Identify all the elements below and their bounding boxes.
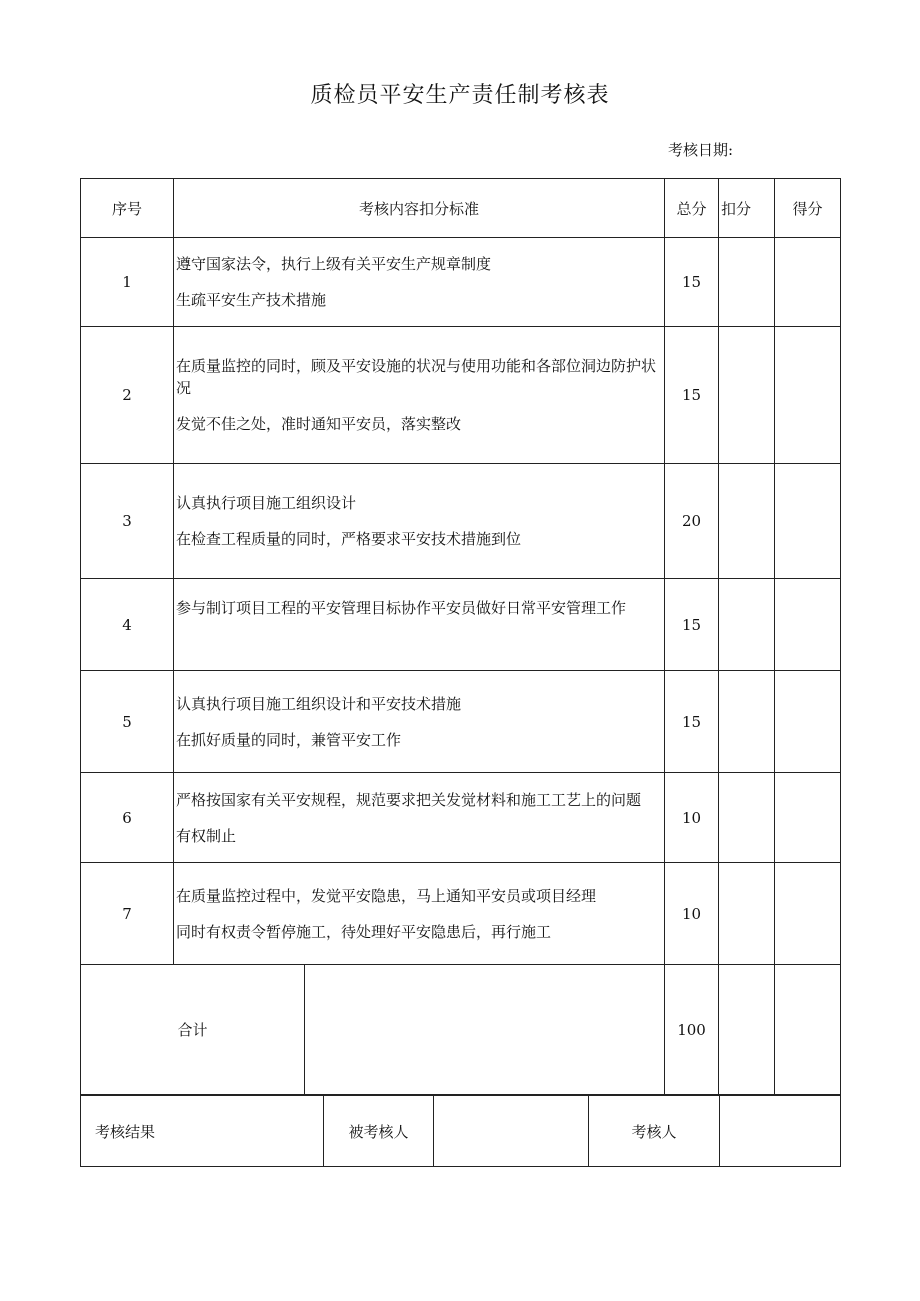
header-row xyxy=(81,179,841,238)
header-content: 考核内容扣分标准 xyxy=(174,179,665,238)
content-line: 参与制订项目工程的平安管理目标协作平安员做好日常平安管理工作 xyxy=(176,599,627,617)
sum-label: 合计 xyxy=(81,965,305,1095)
table-row xyxy=(81,327,841,464)
header-deduct: 扣分 xyxy=(719,179,775,238)
row-seq: 2 xyxy=(81,327,174,464)
row-content xyxy=(174,773,665,863)
row-seq: 6 xyxy=(81,773,174,863)
row-deduct-cell[interactable] xyxy=(719,579,775,671)
row-seq: 5 xyxy=(81,671,174,773)
row-score-cell[interactable] xyxy=(775,327,841,464)
content-line: 在质量监控的同时，顾及平安设施的状况与使用功能和各部位洞边防护状况 xyxy=(176,357,657,397)
table-row xyxy=(81,579,841,671)
assessee-field[interactable] xyxy=(434,1096,589,1167)
sum-row xyxy=(81,965,841,1095)
row-deduct-cell[interactable] xyxy=(719,863,775,965)
row-deduct-cell[interactable] xyxy=(719,464,775,579)
table-row xyxy=(81,238,841,327)
row-seq: 7 xyxy=(81,863,174,965)
row-score-cell[interactable] xyxy=(775,671,841,773)
row-score-cell[interactable] xyxy=(775,464,841,579)
sum-score-cell[interactable] xyxy=(775,965,841,1095)
row-total: 10 xyxy=(665,863,719,965)
row-deduct-cell[interactable] xyxy=(719,773,775,863)
content-line: 严格按国家有关平安规程，规范要求把关发觉材料和施工工艺上的问题 xyxy=(176,790,642,809)
row-content xyxy=(174,238,665,327)
header-score: 得分 xyxy=(775,179,841,238)
table-row xyxy=(81,671,841,773)
row-seq: 3 xyxy=(81,464,174,579)
assessor-field[interactable] xyxy=(720,1096,841,1167)
content-line: 发觉不佳之处，准时通知平安员，落实整改 xyxy=(176,415,462,433)
content-line: 认真执行项目施工组织设计和平安技术措施 xyxy=(176,694,462,713)
row-content xyxy=(174,863,665,965)
row-score-cell[interactable] xyxy=(775,579,841,671)
content-line: 生疏平安生产技术措施 xyxy=(176,291,327,309)
content-line: 有权制止 xyxy=(176,826,237,845)
content-line: 遵守国家法令，执行上级有关平安生产规章制度 xyxy=(176,255,492,273)
content-line: 同时有权责令暂停施工，待处理好平安隐患后，再行施工 xyxy=(176,922,552,941)
row-score-cell[interactable] xyxy=(775,238,841,327)
signature-table xyxy=(80,1095,841,1167)
assessment-date-label: 考核日期: xyxy=(668,141,734,159)
table-row xyxy=(81,863,841,965)
table-row xyxy=(81,773,841,863)
row-content xyxy=(174,671,665,773)
row-total: 15 xyxy=(665,238,719,327)
row-total: 15 xyxy=(665,671,719,773)
sum-total: 100 xyxy=(665,965,719,1095)
row-content xyxy=(174,579,665,671)
header-total: 总分 xyxy=(665,179,719,238)
row-total: 15 xyxy=(665,327,719,464)
result-label: 考核结果 xyxy=(81,1096,324,1167)
row-deduct-cell[interactable] xyxy=(719,327,775,464)
row-seq: 4 xyxy=(81,579,174,671)
row-deduct-cell[interactable] xyxy=(719,238,775,327)
signature-row xyxy=(81,1096,841,1167)
assessee-label: 被考核人 xyxy=(324,1096,434,1167)
sum-deduct-cell[interactable] xyxy=(719,965,775,1095)
assessment-table xyxy=(80,178,841,1095)
row-content xyxy=(174,464,665,579)
row-total: 15 xyxy=(665,579,719,671)
table-row xyxy=(81,464,841,579)
sum-content-cell[interactable] xyxy=(305,965,665,1095)
row-score-cell[interactable] xyxy=(775,773,841,863)
row-total: 20 xyxy=(665,464,719,579)
content-line: 在检查工程质量的同时，严格要求平安技术措施到位 xyxy=(176,530,522,548)
row-seq: 1 xyxy=(81,238,174,327)
content-line: 认真执行项目施工组织设计 xyxy=(176,494,357,512)
assessor-label: 考核人 xyxy=(589,1096,720,1167)
header-seq: 序号 xyxy=(81,179,174,238)
row-deduct-cell[interactable] xyxy=(719,671,775,773)
row-total: 10 xyxy=(665,773,719,863)
page-title: 质检员平安生产责任制考核表 xyxy=(310,83,610,108)
content-line: 在抓好质量的同时，兼管平安工作 xyxy=(176,730,402,749)
row-content xyxy=(174,327,665,464)
row-score-cell[interactable] xyxy=(775,863,841,965)
content-line: 在质量监控过程中，发觉平安隐患，马上通知平安员或项目经理 xyxy=(176,886,597,905)
